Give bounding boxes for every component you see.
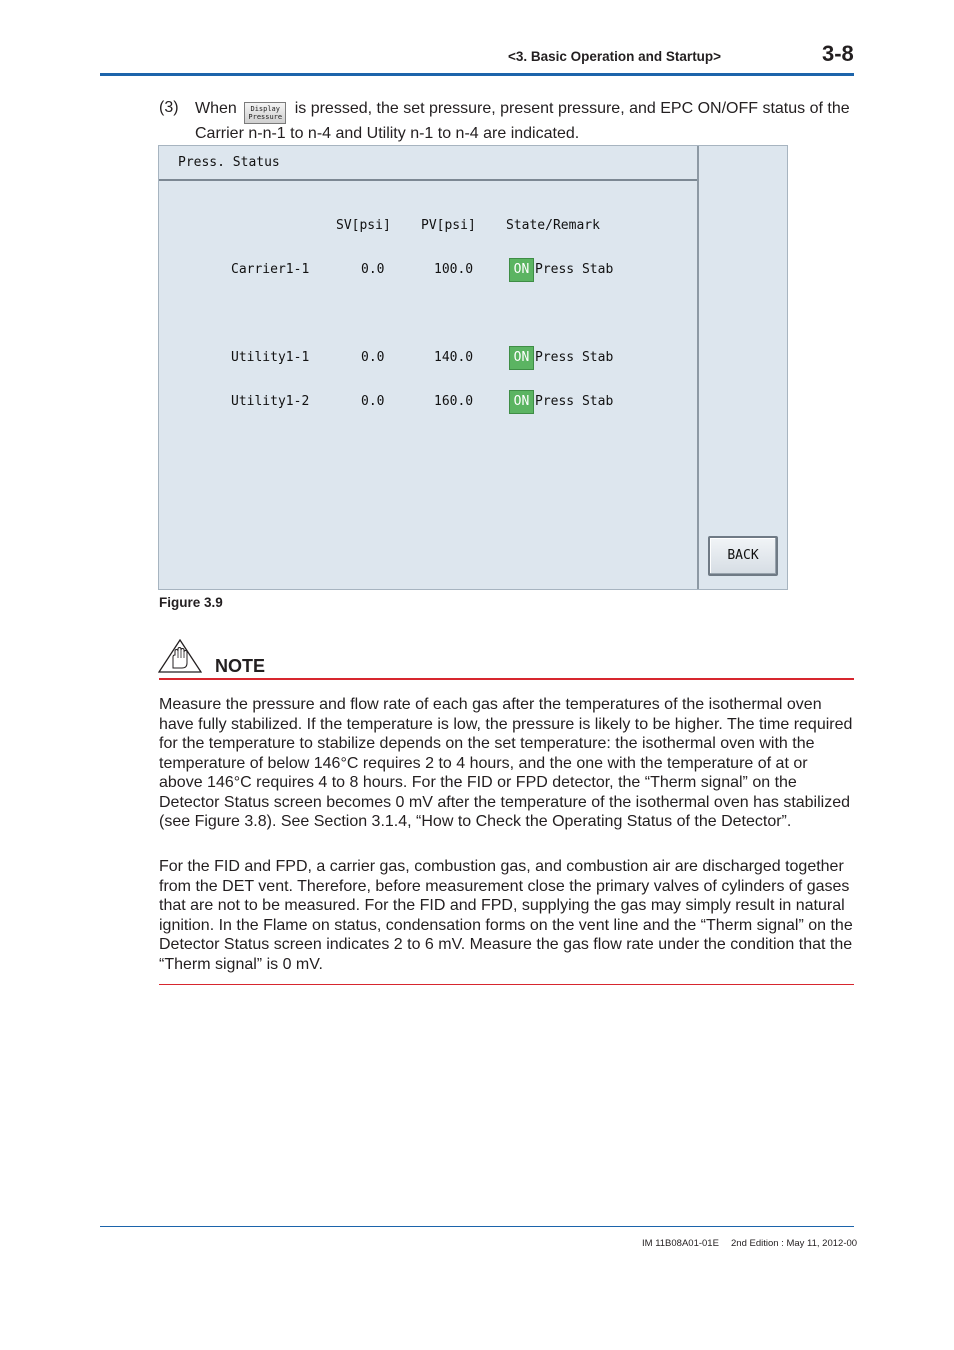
screen-title: Press. Status <box>178 155 280 170</box>
step-text-before: When <box>195 100 237 117</box>
column-header-pv: PV[psi] <box>421 218 476 233</box>
side-panel-divider <box>697 146 699 589</box>
note-paragraph: Measure the pressure and flow rate of each gas after the temperatures of the isothermal oven have fully stabilized. If the temperature is low, the pressure is likely to be higher. The time required for the temperature to stabilize depends on the set temperature: the isothermal oven with the temperature of below 146°C requires 2 to 4 hours, and the one with the temperature of at or above 146°C requires 4 to 8 hours. For the FID or FPD detector, the “Therm signal” on the Detector Status screen becomes 0 mV after the temperature of the isothermal oven has stabilized (see Figure 3.8). See Section 3.1.4, “How to Check the Operating Status of the Detector”. <box>159 696 853 830</box>
step-text <box>195 99 855 144</box>
display-pressure-button-image <box>244 102 286 124</box>
section-header: <3. Basic Operation and Startup> <box>508 49 722 64</box>
row-pv: 160.0 <box>434 394 474 409</box>
note-paragraph: For the FID and FPD, a carrier gas, combustion gas, and combustion air are discharged together from the DET vent. Therefore, before measurement close the primary valves of cylinders of gases that are not to be measured. For the FID and FPD, supplying the gas may simply result in natural ignition. In the Flame on status, condensation forms on the vent line and the “Therm signal” on the Detector Status screen indicates 2 to 6 mV. Measure the gas flow rate under the condition that the “Therm signal” is 0 mV. <box>159 858 853 973</box>
button-line-1: Display <box>250 105 280 113</box>
note-title: NOTE <box>215 656 266 676</box>
row-sv: 0.0 <box>361 262 385 277</box>
page-number: 3-8 <box>822 41 854 66</box>
on-status-badge: ON <box>509 390 534 414</box>
on-status-badge: ON <box>509 258 534 282</box>
column-header-sv: SV[psi] <box>336 218 391 233</box>
row-name: Utility1-1 <box>231 350 310 365</box>
figure-caption: Figure 3.9 <box>159 595 223 610</box>
row-remark: Press Stab <box>535 350 614 365</box>
row-sv: 0.0 <box>361 394 385 409</box>
edition-date: 2nd Edition : May 11, 2012-00 <box>731 1238 858 1249</box>
row-sv: 0.0 <box>361 350 385 365</box>
on-status-badge: ON <box>509 346 534 370</box>
column-header-state: State/Remark <box>506 218 600 233</box>
step-text-after: is pressed, the set pressure, present pressure, and EPC ON/OFF status of the Carrier n-n-1 to n-4 and Utility n-1 to n-4 are indicated. <box>195 100 850 142</box>
step-number: (3) <box>159 99 179 116</box>
button-line-2: Pressure <box>248 113 283 121</box>
note-rule-bottom <box>159 984 854 985</box>
row-pv: 140.0 <box>434 350 474 365</box>
back-button[interactable]: BACK <box>708 536 778 576</box>
header-rule <box>100 73 854 76</box>
row-pv: 100.0 <box>434 262 474 277</box>
caution-hand-icon <box>158 639 202 673</box>
document-id: IM 11B08A01-01E <box>642 1238 719 1249</box>
row-name: Carrier1-1 <box>231 262 310 277</box>
footer-rule <box>100 1226 854 1227</box>
row-name: Utility1-2 <box>231 394 310 409</box>
note-rule-top <box>159 678 854 680</box>
row-remark: Press Stab <box>535 394 614 409</box>
row-remark: Press Stab <box>535 262 614 277</box>
press-status-screen <box>158 145 788 590</box>
